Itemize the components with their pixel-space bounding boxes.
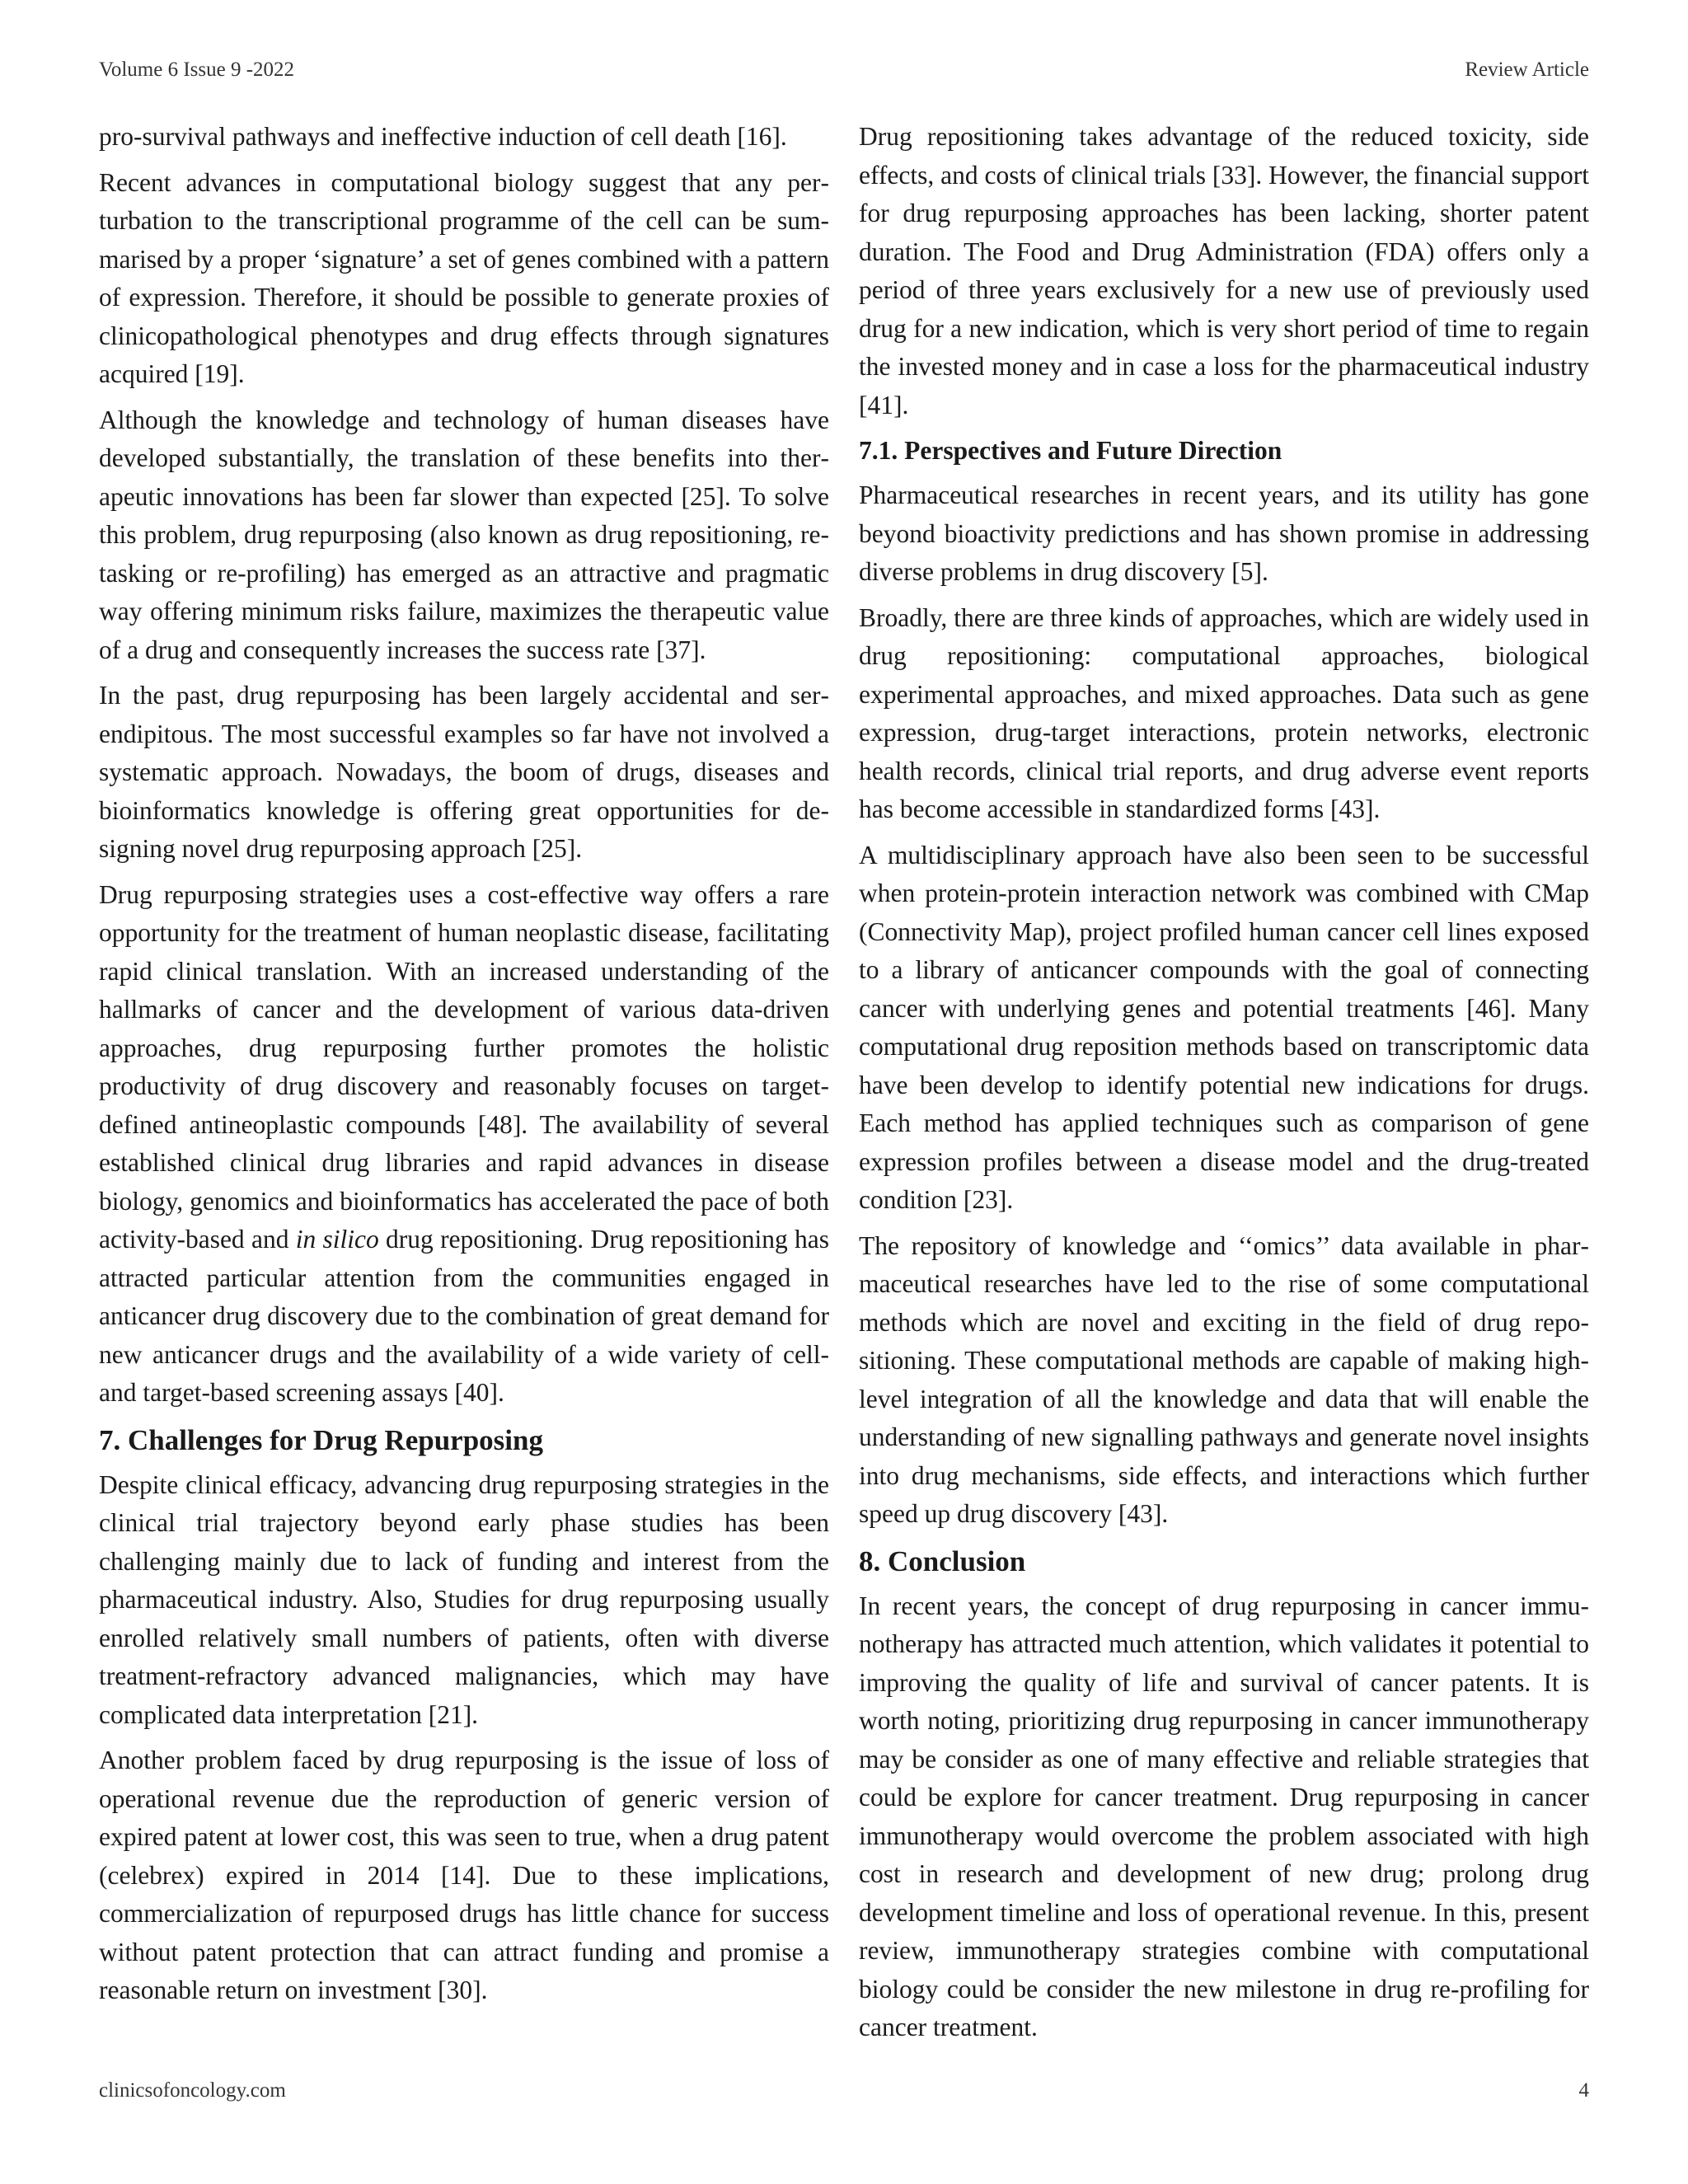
paragraph-text: drug repositioning. Drug repositioning has attracted particular attention from the communities engaged in anticancer drug discovery due to the combination of great demand for new anticancer drugs and the availability of a wide variety of cell- and target-based screening assays [40]. <box>99 1225 829 1407</box>
paragraph: A multidisciplinary approach have also been seen to be successful when protein-protein interaction network was combined with CMap (Connectivity Map), project profiled human cancer cell lines exposed to a library of anticancer compounds with the goal of connecting cancer with underlying genes and potential treatments [46]. Many computational drug reposition methods based on transcriptomic data have been develop to identify potential new indications for drugs. Each method has applied techniques such as comparison of gene expression profiles between a disease model and the drug-treated condition [23]. <box>859 840 1589 1214</box>
paragraph: Despite clinical efficacy, advancing drug repurposing strategies in the clinical trial trajectory beyond early phase studies has been challenging mainly due to lack of funding and interest from the pharmaceutical industry. Also, Studies for drug repurposing usually enrolled relatively small numbers of patients, often with diverse treatment-refractory advanced malignancies, which may have complicated data interpretation [21]. <box>99 1469 829 1729</box>
paragraph-text: Drug repurposing strategies uses a cost-effective way offers a rare opportunity for the treatment of human neoplastic disease, facilitating rapid clinical translation. With an increased understanding of the hallmarks of cancer and the development of various data-driven approaches, drug repurposing further promotes the holistic productivity of drug discovery and reasonably focuses on target-defined antineoplastic compounds [48]. The availability of several established clinical drug libraries and rapid advances in disease biology, genomics and bioinformatics has accelerated the pace of both activity-based and <box>99 879 829 1254</box>
section-heading-challenges: 7. Challenges for Drug Repurposing <box>99 1423 543 1456</box>
paragraph: Although the knowledge and technology of human diseases have developed substantially, the translation of these benefits into therapeutic innovations has been far slower than expected [25]. To solve this problem, drug repurposing (also known as drug repositioning, re-tasking or re-profiling) has emerged as an attractive and pragmatic way offering minimum risks failure, maximizes the therapeutic value of a drug and consequently increases the success rate [37]. <box>99 405 829 664</box>
paragraph: The repository of knowledge and ‘‘omics’’ data available in pharmaceutical researches have led to the rise of some computational methods which are novel and exciting in the field of drug repositioning. These computational methods are capable of making high-level integration of all the knowledge and data that will enable the understanding of new signalling pathways and generate novel insights into drug mechanisms, side effects, and interactions which further speed up drug discovery [43]. <box>859 1230 1589 1528</box>
journal-volume-header: Volume 6 Issue 9 -2022 <box>99 59 295 81</box>
paragraph: Pharmaceutical researches in recent years, and its utility has gone beyond bioactivity predictions and has shown promise in addressing diverse problems in drug discovery [5]. <box>859 480 1589 586</box>
article-type-header: Review Article <box>1465 59 1589 81</box>
paragraph: pro-survival pathways and ineffective induction of cell death [16]. <box>99 122 787 151</box>
left-column <box>99 118 829 2018</box>
paragraph: Drug repositioning takes advantage of the reduced toxicity, side effects, and costs of clinical trials [33]. However, the financial support for drug repurposing approaches has been lacking, shorter patent duration. The Food and Drug Administration (FDA) offers only a period of three years exclusively for a new use of previously used drug for a new indication, which is very short period of time to regain the invested money and in case a loss for the pharmaceutical industry [41]. <box>859 122 1589 419</box>
section-heading-conclusion: 8. Conclusion <box>859 1544 1026 1577</box>
paragraph <box>99 876 829 1413</box>
journal-website-footer: clinicsofoncology.com <box>99 2079 286 2102</box>
paragraph: Another problem faced by drug repurposing is the issue of loss of operational revenue due the reproduction of generic version of expired patent at lower cost, this was seen to true, when a drug patent (celebrex) expired in 2014 [14]. Due to these implications, commercialization of repurposed drugs has little chance for success without patent protection that can attract funding and promise a reasonable return on investment [30]. <box>99 1746 829 2004</box>
right-column <box>859 118 1589 2055</box>
italic-term: in silico <box>295 1225 379 1254</box>
subsection-heading-perspectives: 7.1. Perspectives and Future Direction <box>859 436 1282 465</box>
paragraph: In the past, drug repurposing has been largely accidental and serendipitous. The most successful examples so far have not involved a systematic approach. Nowadays, the boom of drugs, diseases and bioinformatics knowledge is offering great opportunities for designing novel drug repurposing approach [25]. <box>99 681 829 863</box>
paragraph: Broadly, there are three kinds of approaches, which are widely used in drug repositioning: computational approaches, biological experimental approaches, and mixed approaches. Data such as gene expression, drug-target interactions, protein networks, electronic health records, clinical trial reports, and drug adverse event reports has become accessible in standardized forms [43]. <box>859 602 1589 823</box>
paragraph: Recent advances in computational biology suggest that any perturbation to the transcriptional programme of the cell can be summarised by a proper ‘signature’ a set of genes combined with a pattern of expression. Therefore, it should be possible to generate proxies of clinicopathological phenotypes and drug effects through signatures acquired [19]. <box>99 167 829 388</box>
page-number: 4 <box>1578 2079 1589 2102</box>
paragraph: In recent years, the concept of drug repurposing in cancer immunotherapy has attracted much attention, which validates it potential to improving the quality of life and survival of cancer patents. It is worth noting, prioritizing drug repurposing in cancer immunotherapy may be consider as one of many effective and reliable strategies that could be explore for cancer treatment. Drug repurposing in cancer immunotherapy would overcome the problem associated with high cost in research and development of new drug; prolong drug development timeline and loss of operational revenue. In this, present review, immunotherapy strategies combine with computational biology could be consider the new milestone in drug re-profiling for cancer treatment. <box>859 1591 1589 2041</box>
